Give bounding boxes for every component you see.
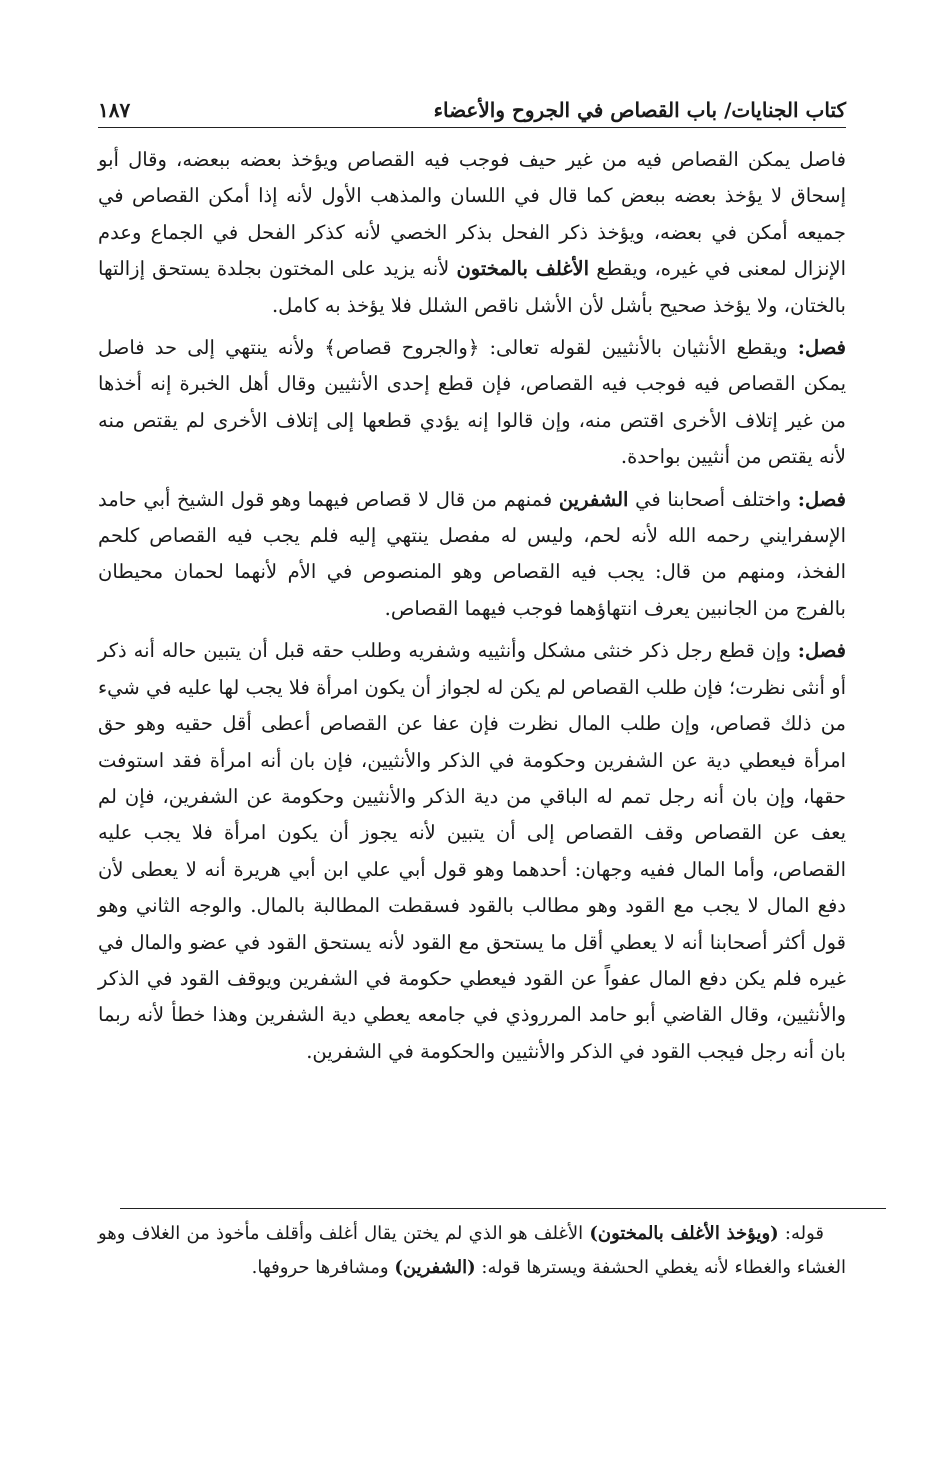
paragraph-2-text: ويقطع الأنثيان بالأنثيين لقوله تعالى: ﴿والجروح قصاص﴾ ولأنه ينتهي إلى حد فاصل يمكن القصاص فيه فوجب فيه القصاص، فإن قطع إحدى الأنثيين وقال أهل الخبرة إنه أخذها من غير إتلاف الأخرى اقتص منه، وإن قالوا إنه يؤدي قطعها إلى إتلاف الأخرى لم يقتص منه لأنه يقتص من أنثيين بواحدة. [98,336,846,469]
paragraph-1-text-b: لأنه يزيد على المختون بجلدة يستحق إزالتها بالختان، ولا يؤخذ صحيح بأشل لأن الأشل ناقص الشلل فلا يؤخذ به كامل. [98,257,846,317]
paragraph-3 [98,482,846,628]
footnote [98,1217,846,1285]
paragraph-2 [98,330,846,476]
main-text [98,142,846,1076]
footnote-paragraph [98,1217,846,1285]
paragraph-1 [98,142,846,324]
footnote-text-a: الأغلف هو الذي لم يختن يقال أغلف وأقلف مأخوذ من الغلاف وهو الغشاء والغطاء لأنه يغطي الحشفة ويسترها قوله: [98,1223,846,1278]
section-label: فصل: [797,639,846,663]
section-label: فصل: [797,336,846,360]
footnote-bold-term-1: (ويؤخذ الأغلف بالمختون) [589,1223,779,1244]
paragraph-3-text-b: فمنهم من قال لا قصاص فيهما وهو قول الشيخ أبي حامد الإسفرايني رحمه الله لأنه لحم، وليس له مفصل ينتهي إليه فلم يجب فيه القصاص كلحم الفخذ، ومنهم من قال: يجب فيه القصاص وهو المنصوص في الأم لأنهما لحمان محيطان بالفرج من الجانبين يعرف انتهاؤهما فوجب فيهما القصاص. [98,487,847,620]
paragraph-1-bold-term: الأغلف بالمختون [456,257,590,281]
section-label: فصل: [797,487,846,511]
paragraph-3-bold-term: الشفرين [558,487,629,511]
paragraph-3-text-a: واختلف أصحابنا في [635,487,792,511]
running-header [98,88,846,122]
footnote-bold-term-2: (الشفرين) [394,1257,476,1278]
footnote-rule [120,1208,886,1209]
paragraph-4-text: وإن قطع رجل ذكر خنثى مشكل وأنثييه وشفريه وطلب حقه قبل أن يتبين حاله أنه ذكر أو أنثى نظرت؛ فإن طلب القصاص لم يكن له لجواز أن يكون امرأة فلا يجب لها عليه في شيء من ذلك قصاص، وإن طلب المال نظرت فإن عفا عن القصاص أعطى أقل حقيه وهو حق امرأة فيعطي دية عن الشفرين وحكومة في الذكر والأنثيين، فإن بان أنه امرأة فقد استوفت حقها، وإن بان أنه رجل تمم له الباقي من دية الذكر والأنثيين وحكومة عن الشفرين، فإن لم يعف عن القصاص وقف القصاص إلى أن يتبين لأنه يجوز أن يكون امرأة فلا يجب عليه القصاص، وأما المال ففيه وجهان: أحدهما وهو قول أبي علي ابن أبي هريرة أنه لا يعطى لأن دفع المال لا يجب مع القود وهو مطالب بالقود فسقطت المطالبة بالمال. والوجه الثاني وهو قول أكثر أصحابنا أنه لا يعطي أقل ما يستحق مع القود لأنه يستحق القود في عضو والمال في غيره فلم يكن دفع المال عفواً عن القود فيعطي حكومة في الشفرين ويوقف القود في الذكر والأنثيين، وقال القاضي أبو حامد المرروذي في جامعه يعطي دية الشفرين وهذا خطأ لأنه ربما بان أنه رجل فيجب القود في الذكر والأنثيين والحكومة في الشفرين. [98,639,846,1063]
paragraph-4 [98,633,846,1070]
page-number: ١٨٧ [98,98,131,122]
running-title: كتاب الجنايات/ باب القصاص في الجروح والأعضاء [433,98,846,122]
footnote-text-b: ومشافرها حروفها. [251,1257,389,1278]
paragraph-1-text-a: فاصل يمكن القصاص فيه من غير حيف فوجب فيه القصاص ويؤخذ بعضه ببعضه، وقال أبو إسحاق لا يؤخذ بعضه ببعض كما قال في اللسان والمذهب الأول لأنه إذا أمكن القصاص في جميعه أمكن في بعضه، ويؤخذ ذكر الفحل بذكر الخصي لأنه كذكر الفحل في الجماع وعدم الإنزال لمعنى في غيره، ويقطع [98,148,847,281]
header-rule [98,127,846,128]
footnote-lead: قوله: [784,1223,824,1244]
